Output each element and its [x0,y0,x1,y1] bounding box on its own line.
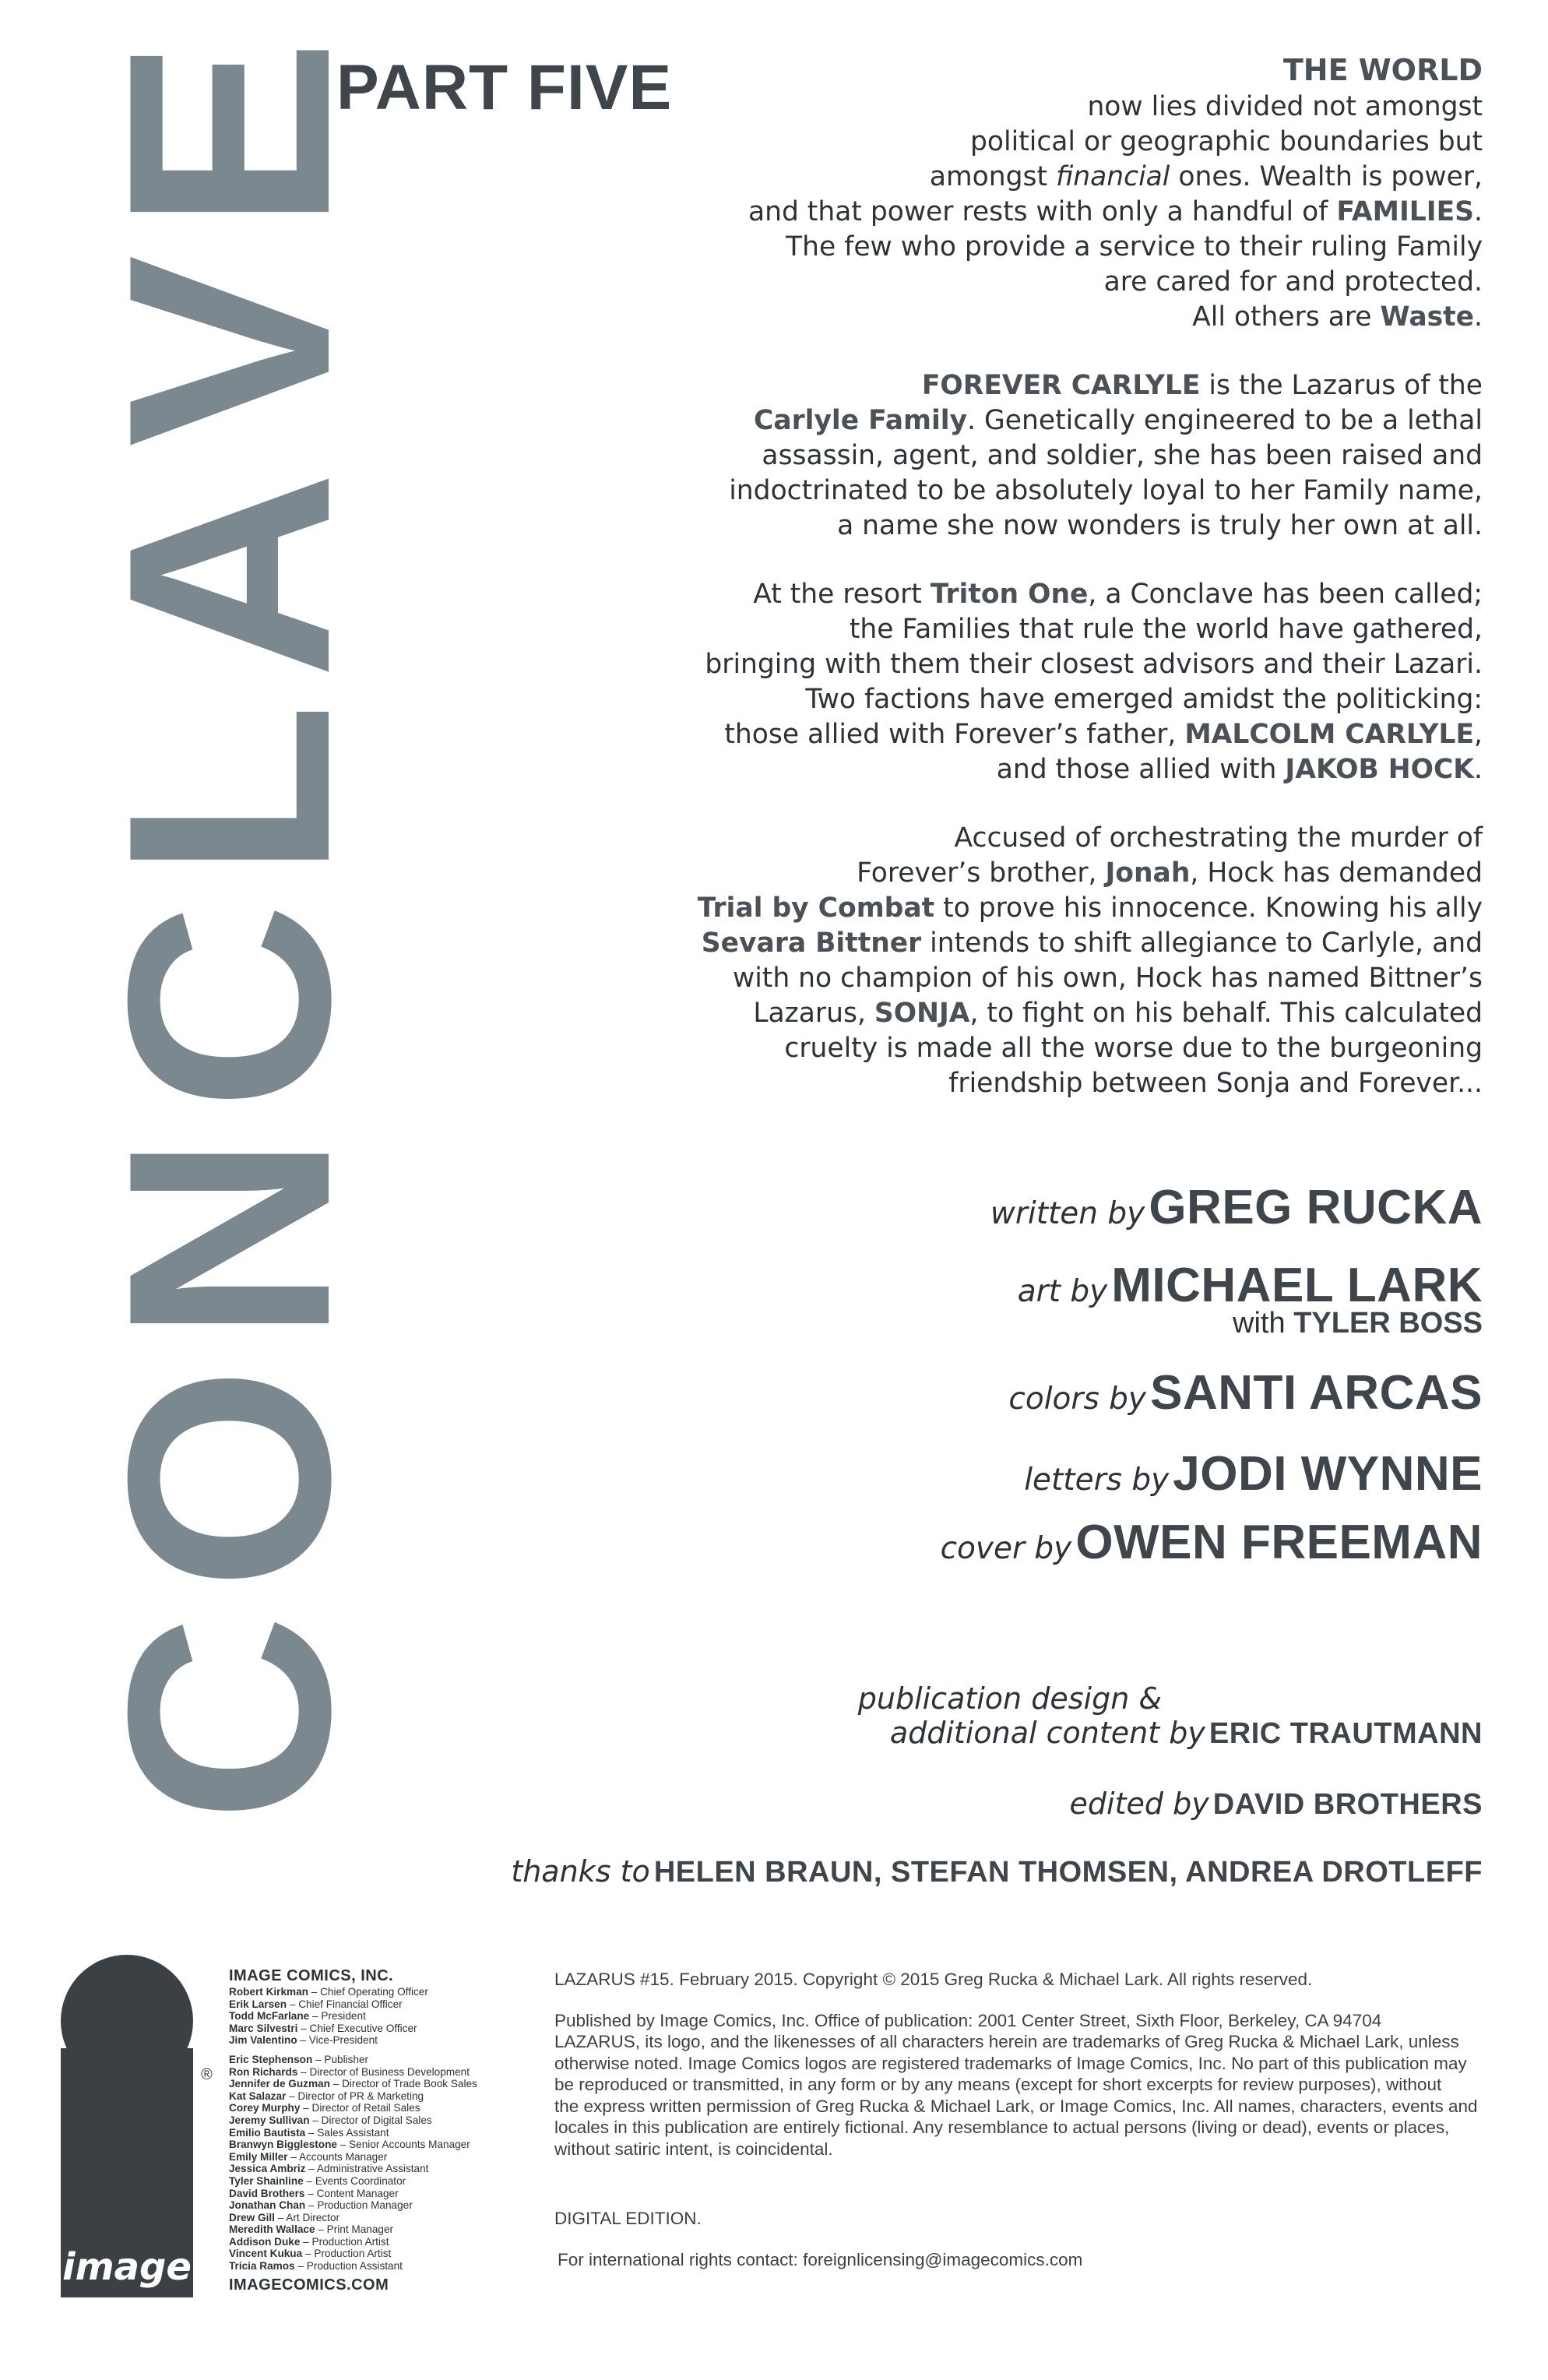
edition-line: DIGITAL EDITION. [554,2209,702,2228]
synopsis-text: amongst [929,161,1056,192]
synopsis-text: with no champion of his own, Hock has named Bittner’s [733,963,1483,994]
synopsis-text: Forever’s brother, [857,857,1106,889]
staff-title: Production Artist [314,2248,392,2260]
credit-with-name: TYLER BOSS [1293,1307,1483,1340]
title-letter: E [69,39,390,231]
synopsis-text: . [1474,196,1483,227]
staff-title: Chief Operating Officer [320,1986,428,1998]
staff-row [229,1986,540,1998]
part-label: PART FIVE [336,52,673,123]
synopsis-text: friendship between Sonja and Forever... [948,1068,1483,1099]
staff-name: Eric Stephenson [229,2053,313,2065]
staff-separator: – [287,1998,299,2010]
staff-title: Art Director [286,2211,340,2223]
staff-title: Publisher [324,2053,369,2065]
credit-name: GREG RUCKA [1149,1181,1483,1234]
staff-row [229,2102,540,2114]
title-letter: C [69,1614,390,1822]
credit-name: MICHAEL LARK [1111,1259,1483,1312]
staff-name: Erik Larsen [229,1998,287,2010]
staff-row [229,2260,540,2273]
synopsis-highlight: FOREVER CARLYLE [921,370,1201,401]
staff-group [229,1986,540,2047]
staff-row [229,2034,540,2047]
staff-row [229,2139,540,2151]
synopsis-text: Accused of orchestrating the murder of [954,822,1483,854]
staff-separator: – [274,2211,287,2223]
staff-name: Corey Murphy [229,2102,301,2114]
credit-role: additional content by [889,1716,1205,1750]
staff-separator: – [300,2235,312,2248]
credit-design-line1 [470,1681,1483,1716]
synopsis-text: . [1474,301,1483,333]
credit-role: art by [1017,1274,1108,1309]
legal-line: be reproduced or transmitted, in any form or by any means (except for short excerpts for review purposes), without [554,2075,1442,2094]
synopsis-text: a name she now wonders is truly her own at all. [837,510,1483,541]
credits [470,1181,1483,1889]
staff-row [229,2127,540,2139]
credit-writer [470,1181,1483,1234]
logo-dot [61,1955,193,2087]
staff-name: Jennifer de Guzman [229,2078,330,2090]
staff-row [229,2175,540,2188]
synopsis-paragraph-2 [564,368,1483,544]
synopsis-text: to prove his innocence. Knowing his ally [934,892,1483,924]
staff-row [229,2151,540,2163]
synopsis-text: cruelty is made all the worse due to the burgeoning [784,1033,1483,1064]
staff-name: Vincent Kukua [229,2248,303,2260]
synopsis-highlight: Waste [1380,301,1475,333]
credit-with-prefix: with [1233,1307,1286,1340]
staff-title: Content Manager [316,2187,399,2199]
synopsis-highlight: Jonah [1105,857,1191,889]
credit-design-line2 [470,1718,1483,1748]
credit-name: OWEN FREEMAN [1075,1516,1483,1569]
credit-name: HELEN BRAUN, STEFAN THOMSEN, ANDREA DROTLEFF [653,1856,1483,1889]
synopsis-text: those allied with Forever’s father, [724,719,1185,750]
synopsis-text: ones. Wealth is power, [1170,161,1483,192]
credit-editor [470,1789,1483,1819]
rights-contact: For international rights contact: foreignlicensing@imagecomics.com [558,2249,1083,2269]
staff-separator: – [294,2260,307,2273]
staff-row [229,2163,540,2175]
staff-row [229,2223,540,2236]
staff-title: Production Manager [317,2199,413,2212]
synopsis-text: , a Conclave has been called; [1088,579,1483,610]
synopsis-highlight: MALCOLM CARLYLE [1184,719,1475,750]
synopsis-paragraph-1 [564,53,1483,335]
staff-row [229,2188,540,2200]
credit-role: letters by [1024,1463,1170,1498]
synopsis-text: and that power rests with only a handful of [748,196,1337,227]
title-letter: N [69,1134,390,1343]
synopsis-highlight: Carlyle Family [754,405,968,436]
credit-role: publication design & [857,1681,1162,1716]
staff-name: Branwyn Bigglestone [229,2139,337,2151]
staff-title: Director of Digital Sales [321,2114,432,2126]
synopsis-text: . [1474,754,1483,785]
title-letter: O [69,1366,390,1591]
synopsis-text: and those allied with [996,754,1286,785]
staff-name: Marc Silvestri [229,2022,298,2034]
staff-separator: – [329,2078,343,2090]
title-letter: A [69,470,390,679]
synopsis-text: At the resort [753,579,931,610]
staff-name: Tyler Shainline [229,2174,304,2187]
staff-name: Emily Miller [229,2150,288,2163]
staff-title: Production Artist [311,2235,389,2248]
staff-title: Print Manager [326,2223,394,2236]
credit-cover [470,1516,1483,1569]
synopsis-highlight: JAKOB HOCK [1285,754,1475,785]
synopsis-paragraph-3 [564,577,1483,787]
staff-title: Chief Financial Officer [298,1998,403,2010]
credit-role: cover by [940,1531,1072,1566]
staff-name: Ron Richards [229,2065,298,2078]
synopsis-text: , [1474,719,1483,750]
credit-art-with [470,1308,1483,1338]
staff-separator: – [302,2248,315,2260]
legal-line: Published by Image Comics, Inc. Office of publication: 2001 Center Street, Sixth Floor, Berkeley, CA 94704 [554,2010,1382,2030]
legal-line: the express written permission of Greg Rucka & Michael Lark, or Image Comics, Inc. All names, characters, events and [554,2096,1478,2116]
staff-separator: – [305,2199,318,2212]
staff-separator: – [305,2163,317,2175]
legal-body [554,2010,1489,2160]
staff-name: Jim Valentino [229,2034,297,2047]
synopsis-highlight: Trial by Combat [697,892,935,924]
staff-row [229,2212,540,2224]
staff-title: President [321,2010,366,2023]
synopsis-text: assassin, agent, and soldier, she has been raised and [762,440,1483,471]
credit-role: written by [990,1196,1145,1231]
staff-list [229,1986,540,2273]
staff-row [229,2090,540,2103]
title-letter: V [69,255,390,448]
synopsis-text: now lies divided not amongst [1087,91,1483,122]
staff-name: Meredith Wallace [229,2223,315,2236]
title-letter: L [69,702,390,879]
staff-name: Robert Kirkman [229,1986,308,1998]
staff-title: Director of Business Development [309,2065,470,2078]
staff-name: David Brothers [229,2187,305,2199]
staff-title: Director of Trade Book Sales [342,2078,477,2090]
staff-name: Jeremy Sullivan [229,2114,310,2126]
synopsis-highlight: FAMILIES [1336,196,1475,227]
staff-separator: – [300,2102,312,2114]
staff-separator: – [309,2010,322,2023]
staff-title: Accounts Manager [298,2150,388,2163]
staff-name: Jonathan Chan [229,2199,306,2212]
credit-thanks [470,1854,1483,1889]
staff-separator: – [303,2174,315,2187]
staff-separator: – [297,2022,310,2034]
staff-separator: – [297,2065,310,2078]
staff-separator: – [336,2139,350,2151]
credit-name: SANTI ARCAS [1150,1366,1483,1420]
staff-row [229,2078,540,2090]
staff-title: Administrative Assistant [316,2163,429,2175]
staff-row [229,2236,540,2248]
synopsis-text: Lazarus, [753,998,874,1029]
story-title [69,39,390,1822]
staff-title: Sales Assistant [317,2126,389,2139]
synopsis-text: Two factions have emerged amidst the politicking: [805,684,1483,715]
synopsis-paragraph-4 [564,821,1483,1101]
credit-role: colors by [1008,1382,1147,1417]
staff-separator: – [297,2034,309,2047]
legal-line: locales in this publication are entirely fictional. Any resemblance to actual persons (living or dead), events or places, [554,2118,1450,2137]
legal-line: otherwise noted. Image Comics logos are registered trademarks of Image Comics, Inc. No part of this publication may [554,2053,1467,2073]
staff-row [229,2248,540,2260]
credit-colors [470,1366,1483,1420]
staff-name: Tricia Ramos [229,2260,295,2273]
staff-name: Todd McFarlane [229,2010,310,2023]
synopsis-lead: THE WORLD [1282,53,1483,87]
credit-role: thanks to [511,1854,650,1889]
staff-separator: – [286,2090,298,2102]
credit-letters [470,1447,1483,1501]
staff-row [229,2199,540,2212]
legal-line: LAZARUS, its logo, and the likenesses of all characters herein are trademarks of Greg Rucka & Michael Lark, unless [554,2032,1459,2051]
title-letter: C [69,902,390,1111]
legal-line: without satiric intent, is coincidental. [554,2139,833,2159]
staff-separator: – [309,2114,322,2126]
staff-title: Senior Accounts Manager [349,2139,470,2151]
synopsis-text: are cared for and protected. [1103,266,1483,298]
synopsis-text: , to fight on his behalf. This calculated [969,998,1483,1029]
staff-row [229,1998,540,2011]
synopsis-text: intends to shift allegiance to Carlyle, and [921,928,1483,959]
company-website[interactable]: IMAGECOMICS.COM [229,2276,389,2294]
staff-separator: – [287,2150,299,2163]
synopsis-text: The few who provide a service to their ruling Family [786,231,1483,262]
staff-title: Chief Executive Officer [309,2022,417,2034]
synopsis-text: indoctrinated to be absolutely loyal to her Family name, [729,475,1483,506]
logo-wordmark: image [62,2245,192,2289]
synopsis-highlight: Triton One [930,579,1089,610]
synopsis [564,53,1483,1135]
staff-name: Jessica Ambriz [229,2163,306,2175]
registered-mark: ® [201,2066,213,2083]
staff-title: Events Coordinator [315,2174,406,2187]
synopsis-text: All others are [1192,301,1381,333]
synopsis-text: is the Lazarus of the [1200,370,1483,401]
staff-separator: – [305,2126,318,2139]
synopsis-highlight: SONJA [874,998,970,1029]
staff-separator: – [315,2223,327,2236]
synopsis-highlight: Sevara Bittner [701,928,922,959]
staff-row [229,2054,540,2066]
copyright-line: LAZARUS #15. February 2015. Copyright © 2015 Greg Rucka & Michael Lark. All rights reserved. [554,1970,1313,1989]
staff-separator: – [312,2053,325,2065]
credit-name: JODI WYNNE [1173,1447,1483,1501]
company-name: IMAGE COMICS, INC. [229,1967,394,1984]
staff-separator: – [308,1986,321,1998]
credit-name: DAVID BROTHERS [1212,1788,1483,1821]
staff-title: Vice-President [308,2034,378,2047]
staff-row [229,2066,540,2079]
credit-name: ERIC TRAUTMANN [1208,1717,1483,1750]
synopsis-text: the Families that rule the world have gathered, [849,614,1483,645]
staff-title: Director of Retail Sales [311,2102,420,2114]
staff-row [229,2023,540,2035]
staff-separator: – [304,2187,317,2199]
synopsis-text: political or geographic boundaries but [970,126,1483,157]
staff-title: Production Assistant [306,2260,403,2273]
staff-group [229,2054,540,2273]
image-comics-logo [61,1955,213,2297]
synopsis-text: . Genetically engineered to be a lethal [967,405,1483,436]
staff-name: Addison Duke [229,2235,301,2248]
staff-name: Emilio Bautista [229,2126,306,2139]
staff-title: Director of PR & Marketing [297,2090,424,2102]
credit-role: edited by [1069,1787,1209,1821]
synopsis-italic: financial [1055,161,1170,192]
synopsis-text: bringing with them their closest advisors and their Lazari. [705,649,1483,680]
staff-name: Kat Salazar [229,2090,287,2102]
staff-name: Drew Gill [229,2211,275,2223]
synopsis-text: , Hock has demanded [1190,857,1483,889]
staff-row [229,2010,540,2023]
staff-row [229,2114,540,2127]
legal-text [554,1969,1489,2270]
credit-art [470,1259,1483,1312]
